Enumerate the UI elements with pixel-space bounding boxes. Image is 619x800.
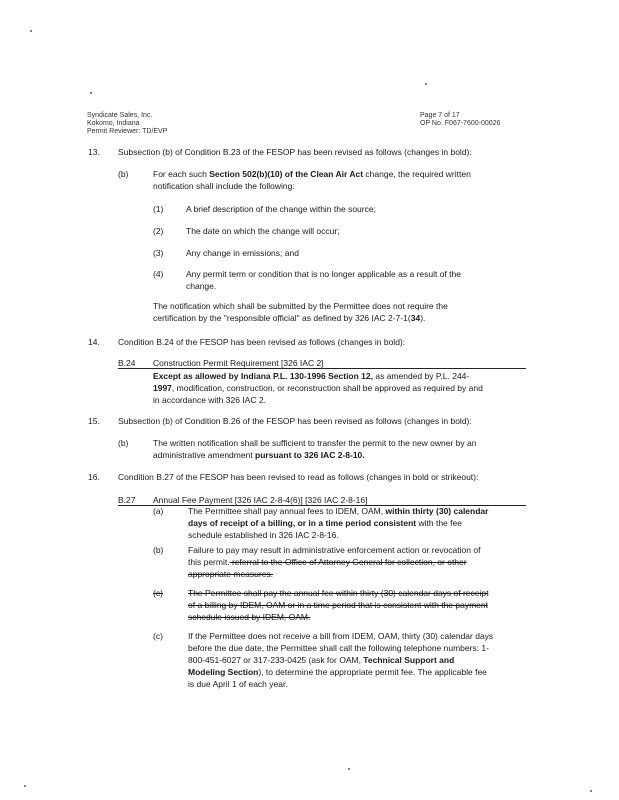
scan-speck	[30, 30, 32, 32]
scan-speck	[24, 785, 26, 787]
item-16-c-line2: before the due date, the Permittee shall call the following telephone numbers: 1-	[188, 643, 489, 653]
item-13-intro: Subsection (b) of Condition B.23 of the FESOP has been revised as follows (changes in bold):	[118, 147, 472, 157]
list-item-number: (4)	[153, 269, 164, 279]
item-16-b-line2: this permit. referral to the Office of Attorney General for collection, or other	[188, 557, 467, 567]
item-16-deleted-c-label: (c)	[153, 588, 163, 598]
page-number: Page 7 of 17	[420, 112, 460, 119]
permit-number: OP No. F067-7600-00026	[420, 120, 501, 127]
item-13-b-line2: notification shall include the following:	[153, 181, 295, 191]
item-15-intro: Subsection (b) of Condition B.26 of the FESOP has been revised as follows (changes in bold):	[118, 416, 472, 426]
item-13-number: 13.	[88, 147, 100, 157]
item-15-line1: The written notification shall be sufficient to transfer the permit to the new owner by an	[153, 438, 477, 448]
item-16-a-line3: schedule established in 326 IAC 2-8-16.	[188, 530, 339, 540]
condition-b24-title: Construction Permit Requirement [326 IAC 2]	[153, 358, 324, 368]
company-city: Kokomo, Indiana	[87, 120, 140, 127]
list-item-text: Any change in emissions; and	[186, 248, 299, 258]
item-16-c-label: (c)	[153, 631, 163, 641]
condition-b27-number: B.27	[118, 495, 136, 505]
item-16-intro: Condition B.27 of the FESOP has been revised to read as follows (changes in bold or strikeout):	[118, 472, 479, 482]
item-13-note-line1: The notification which shall be submitted by the Permittee does not require the	[153, 301, 448, 311]
list-item-number: (3)	[153, 248, 164, 258]
company-name: Syndicate Sales, Inc.	[87, 112, 153, 119]
item-16-a-line2: days of receipt of a billing, or in a time period consistent with the fee	[188, 518, 462, 528]
item-14-line1: Except as allowed by Indiana P.L. 130-1996 Section 12, as amended by P.L. 244-	[153, 371, 470, 381]
item-16-c-line1: If the Permittee does not receive a bill from IDEM, OAM, thirty (30) calendar days	[188, 631, 494, 641]
scan-speck	[425, 83, 427, 85]
condition-b24-number: B.24	[118, 358, 136, 368]
scan-speck	[90, 92, 92, 94]
item-13-b-label: (b)	[118, 169, 129, 179]
list-item-text: A brief description of the change within the source;	[186, 204, 376, 214]
item-13-note-line2: certification by the "responsible official" as defined by 326 IAC 2-7-1(34).	[153, 313, 426, 323]
list-item-number: (1)	[153, 204, 164, 214]
item-16-deleted-c-line3: schedule issued by IDEM, OAM.	[188, 612, 311, 622]
item-16-c-line4: Modeling Section), to determine the appropriate permit fee. The applicable fee	[188, 667, 487, 677]
item-16-b-label: (b)	[153, 545, 164, 555]
scan-speck	[348, 768, 350, 770]
item-16-b-line1: Failure to pay may result in administrative enforcement action or revocation of	[188, 545, 481, 555]
item-16-b-line3: appropriate measures.	[188, 569, 274, 579]
item-14-line2: 1997, modification, construction, or reconstruction shall be approved as required by and	[153, 383, 483, 393]
item-14-line3: in accordance with 326 IAC 2.	[153, 395, 266, 405]
item-16-a-label: (a)	[153, 506, 164, 516]
list-item-number: (2)	[153, 226, 164, 236]
item-16-deleted-c-line2: of a billing by IDEM, OAM or in a time period that is consistent with the payment	[188, 600, 488, 610]
list-item-continuation: change.	[186, 281, 217, 291]
header-right	[420, 112, 500, 128]
item-15-number: 15.	[88, 416, 100, 426]
condition-underline	[118, 368, 526, 369]
item-16-deleted-c-line1: The Permittee shall pay the annual fee within thirty (30) calendar days of receipt	[188, 588, 489, 598]
item-15-line2: administrative amendment pursuant to 326 IAC 2-8-10.	[153, 450, 365, 460]
item-16-number: 16.	[88, 472, 100, 482]
list-item-text: Any permit term or condition that is no longer applicable as a result of the	[186, 269, 461, 279]
header-left	[87, 112, 167, 136]
list-item-text: The date on which the change will occur;	[186, 226, 340, 236]
condition-b27-title: Annual Fee Payment [326 IAC 2-8-4(6)] [326 IAC 2-8-16]	[153, 495, 368, 505]
scan-speck	[590, 790, 592, 792]
item-15-b-label: (b)	[118, 438, 129, 448]
item-16-c-line3: 800-451-6027 or 317-233-0425 (ask for OAM, Technical Support and	[188, 655, 455, 665]
item-16-a-line1: The Permittee shall pay annual fees to IDEM, OAM, within thirty (30) calendar	[188, 506, 489, 516]
item-16-c-line5: is due April 1 of each year.	[188, 679, 288, 689]
item-14-intro: Condition B.24 of the FESOP has been revised as follows (changes in bold):	[118, 337, 406, 347]
item-14-number: 14.	[88, 337, 100, 347]
item-13-b-line1: For each such Section 502(b)(10) of the Clean Air Act change, the required written	[153, 169, 471, 179]
permit-reviewer: Permit Reviewer: TD/EVP	[87, 128, 168, 135]
